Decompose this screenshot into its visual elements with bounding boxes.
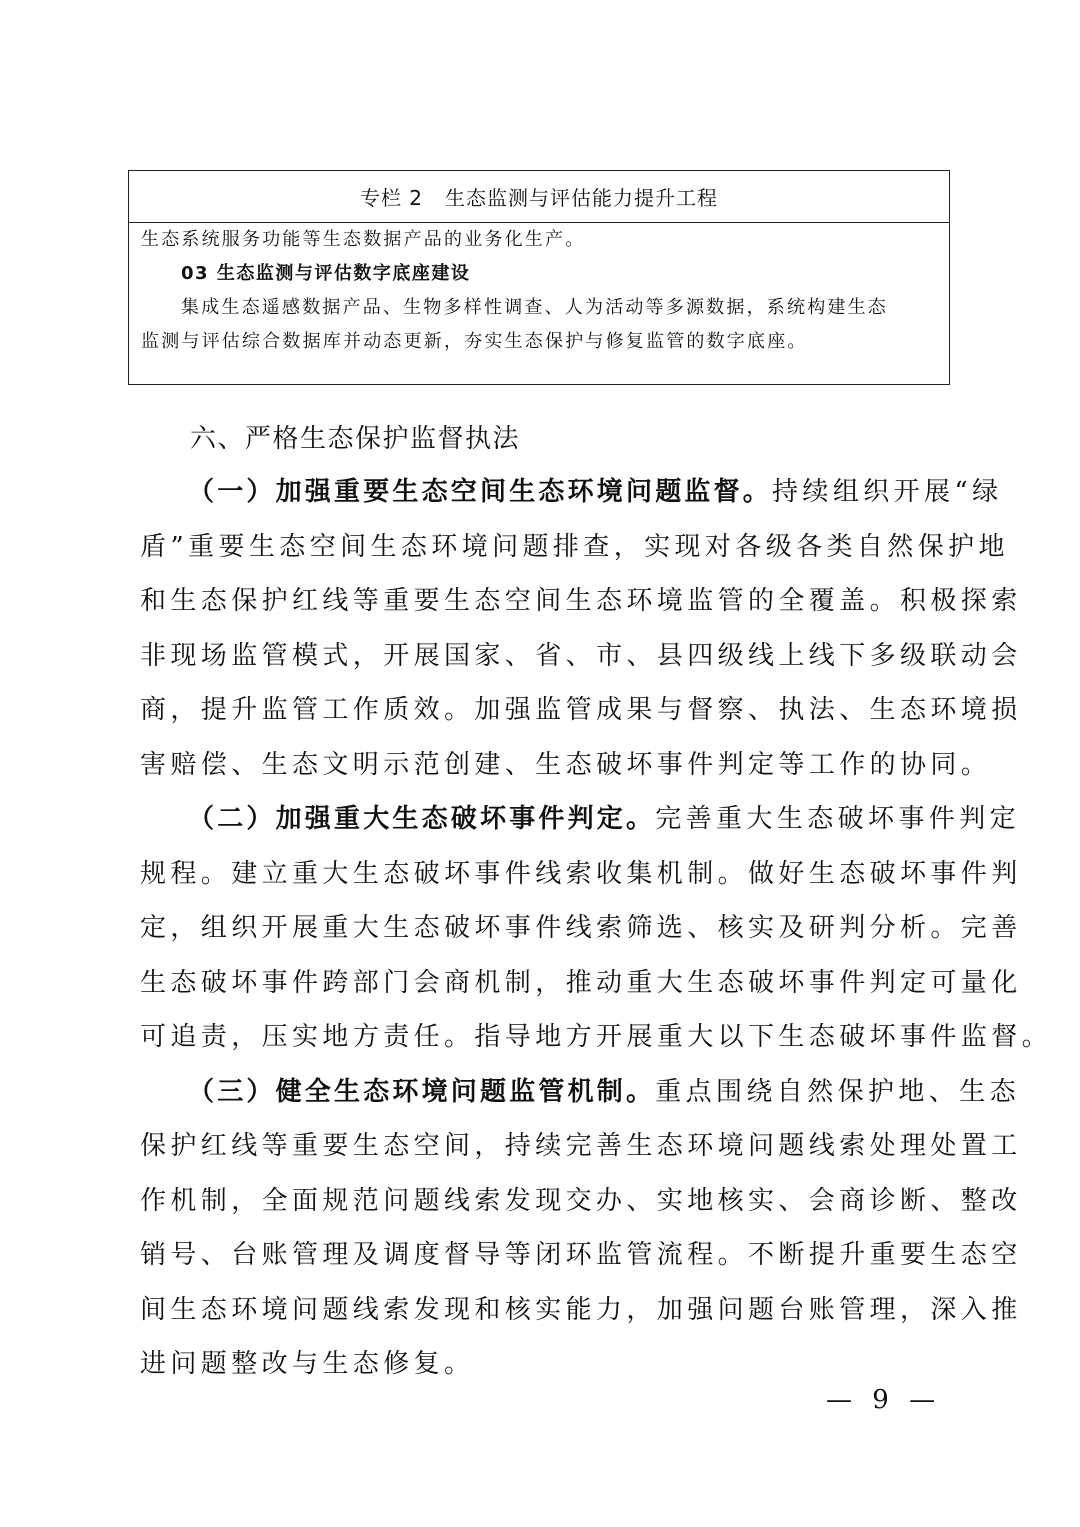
paragraph-line: 和生态保护红线等重要生态空间生态环境监管的全覆盖。积极探索 — [140, 586, 1022, 616]
paragraph-line: 保护红线等重要生态空间，持续完善生态环境问题线索处理处置工 — [140, 1131, 1022, 1161]
paragraph-line: 生态破坏事件跨部门会商机制，推动重大生态破坏事件判定可量化 — [140, 967, 1022, 998]
paragraph-first-line — [140, 465, 1003, 520]
special-column-number: 专栏 2 — [359, 186, 424, 210]
box-text-line: 集成生态遥感数据产品、生物多样性调查、人为活动等多源数据，系统构建生态 — [181, 297, 888, 318]
paragraph-lead: （二）加强重大生态破坏事件判定。 — [188, 804, 656, 834]
paragraph-line: 间生态环境问题线索发现和核实能力，加强问题台账管理，深入推 — [140, 1294, 1022, 1325]
paragraph-line: 盾”重要生态空间生态环境问题排查，实现对各级各类自然保护地 — [140, 531, 1009, 562]
special-column-body — [129, 223, 949, 359]
body-text — [140, 465, 1053, 1392]
paragraph-first-line — [140, 1065, 1021, 1120]
paragraph-line: 害赔偿、生态文明示范创建、生态破坏事件判定等工作的协同。 — [140, 749, 992, 780]
special-column-title — [129, 171, 949, 223]
paragraph-line: 进问题整改与生态修复。 — [140, 1349, 475, 1379]
paragraph-text: 持续组织开展“绿 — [772, 477, 1003, 507]
box-text-line: 生态系统服务功能等生态数据产品的业务化生产。 — [141, 229, 586, 250]
special-column-box — [128, 170, 950, 385]
paragraph-line: 销号、台账管理及调度督导等闭环监管流程。不断提升重要生态空 — [140, 1240, 1022, 1270]
paragraph-text: 重点围绕自然保护地、生态 — [655, 1076, 1021, 1107]
paragraph-lead: （一）加强重要生态空间生态环境问题监督。 — [188, 477, 773, 507]
page-number: — 9 — — [826, 1385, 942, 1415]
paragraph-lead: （三）健全生态环境问题监管机制。 — [188, 1076, 656, 1107]
paragraph-line: 规程。建立重大生态破坏事件线索收集机制。做好生态破坏事件判 — [140, 858, 1022, 889]
paragraph-line: 非现场监管模式，开展国家、省、市、县四级线上线下多级联动会 — [140, 640, 1022, 671]
paragraph-text: 完善重大生态破坏事件判定 — [655, 804, 1021, 834]
paragraph-line: 商，提升监管工作质效。加强监管成果与督察、执法、生态环境损 — [140, 695, 1022, 725]
paragraph-line: 可追责，压实地方责任。指导地方开展重大以下生态破坏事件监督。 — [140, 1022, 1053, 1052]
paragraph-first-line — [140, 792, 1021, 847]
paragraph-line: 定，组织开展重大生态破坏事件线索筛选、核实及研判分析。完善 — [140, 913, 1022, 943]
box-text-line: 监测与评估综合数据库并动态更新，夯实生态保护与修复监管的数字底座。 — [141, 331, 808, 352]
special-column-name: 生态监测与评估能力提升工程 — [445, 186, 719, 210]
paragraph-line: 作机制，全面规范问题线索发现交办、实地核实、会商诊断、整改 — [140, 1185, 1022, 1216]
section-heading: 六、严格生态保护监督执法 — [190, 424, 521, 454]
box-subheading: 03 生态监测与评估数字底座建设 — [181, 263, 471, 284]
